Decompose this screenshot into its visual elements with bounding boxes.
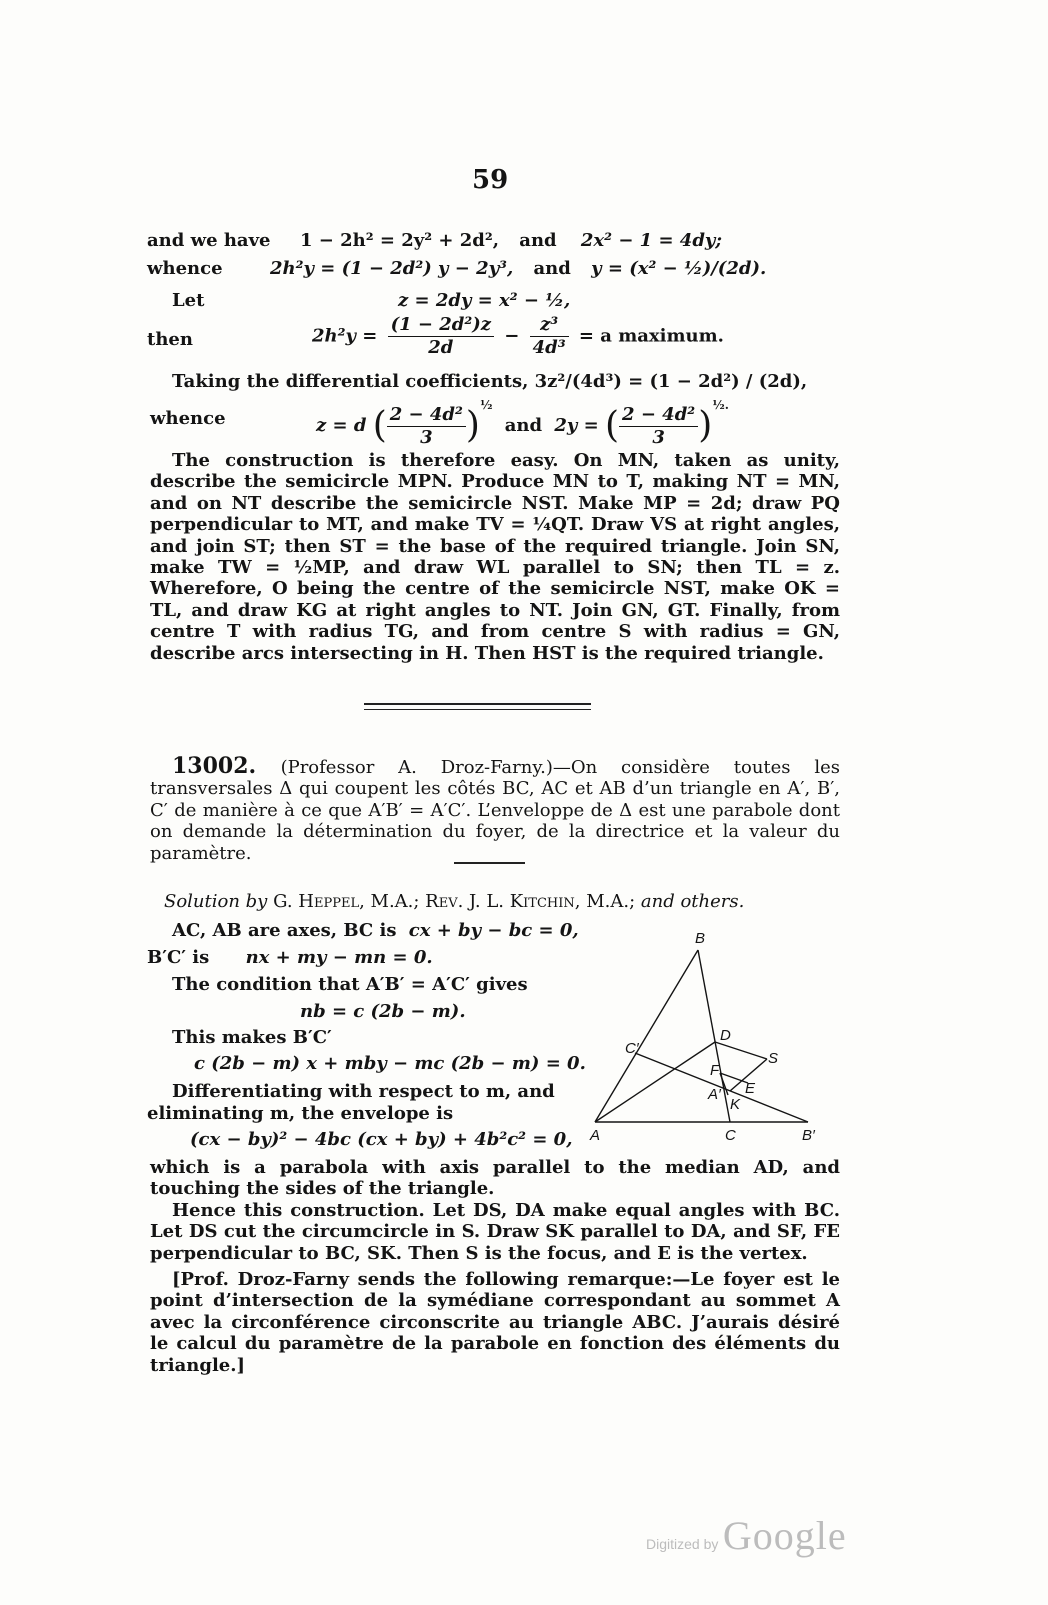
paren-open: ( bbox=[605, 405, 620, 446]
eq-label: then bbox=[147, 329, 193, 350]
digitized-watermark bbox=[646, 1512, 847, 1559]
conjunction: and bbox=[533, 258, 571, 279]
section-divider-bottom bbox=[364, 709, 591, 710]
numerator: z³ bbox=[530, 314, 569, 337]
text: This makes B′C′ bbox=[172, 1027, 332, 1048]
equation-lhs: 2h²y = bbox=[312, 325, 378, 347]
problem-author: (Professor A. Droz-Farny.) bbox=[280, 757, 553, 778]
google-logo: Google bbox=[722, 1513, 847, 1558]
equation-lhs: z = d bbox=[316, 415, 367, 436]
equation: 2x² − 1 = 4dy; bbox=[580, 230, 723, 251]
eq-label: whence bbox=[150, 408, 226, 429]
triangle-figure bbox=[580, 925, 825, 1150]
solution-header bbox=[164, 891, 744, 913]
equation: y = (x² − ½)/(2d). bbox=[591, 258, 767, 279]
label-a: A bbox=[590, 1127, 601, 1144]
solution-paragraph: Hence this construction. Let DS, DA make equal angles with BC. Let DS cut the circumcircle in S. Draw SK parallel to DA, and SF, FE perpendicular to BC, SK. Then S is the focus, and E is the vertex. bbox=[150, 1200, 840, 1264]
text: Taking the differential coefficients, 3z²/(4d³) = (1 − 2d²) / (2d), bbox=[172, 371, 808, 392]
denominator: 2d bbox=[428, 337, 454, 358]
eq-line-3-body bbox=[398, 290, 570, 312]
denominator: 3 bbox=[619, 426, 698, 449]
eq-label: Let bbox=[172, 290, 205, 311]
text: B′C′ is bbox=[147, 947, 210, 968]
problem-text: —On considère toutes les transversales Δ qui coupent les côtés BC, AC et AB d’un triangle en A′, B′, C′ de manière à ce que A′B′ = A′C′. L’enveloppe de Δ est une parabole dont on demande la détermination du foyer, de la directrice et la valeur du paramètre. bbox=[150, 757, 840, 864]
equation: 1 − 2h² = 2y² + 2d², bbox=[300, 230, 499, 251]
label-b: B bbox=[695, 930, 706, 947]
line-ds bbox=[715, 1042, 767, 1059]
solution-line bbox=[147, 1103, 453, 1125]
numerator: 2 − 4d² bbox=[389, 403, 463, 425]
eq-line-4-body bbox=[312, 314, 724, 359]
equation: cx + by − bc = 0, bbox=[408, 920, 579, 941]
conjunction: and bbox=[519, 230, 557, 251]
solution-line bbox=[172, 974, 528, 996]
equation: (cx − by)² − 4bc (cx + by) + 4b²c² = 0, bbox=[190, 1129, 573, 1150]
eq-line-1 bbox=[147, 230, 270, 252]
paren-open: ( bbox=[372, 405, 387, 446]
eq-line-5 bbox=[172, 371, 807, 393]
solution-line bbox=[300, 1001, 466, 1023]
page-number: 59 bbox=[472, 165, 509, 195]
section-divider-top bbox=[364, 703, 591, 705]
eq-line-2 bbox=[147, 258, 223, 280]
label-e: E bbox=[745, 1080, 756, 1097]
fraction bbox=[530, 314, 569, 359]
numerator: 2 − 4d² bbox=[622, 403, 696, 425]
equation-rhs: = a maximum. bbox=[578, 325, 724, 347]
equation-lhs: 2y = bbox=[554, 415, 599, 436]
solution-authors: G. Heppel, M.A.; Rev. J. L. Kitchin, M.A.; bbox=[273, 891, 636, 912]
median-ad bbox=[595, 1042, 715, 1122]
fraction bbox=[387, 404, 466, 449]
eq-line-2-body bbox=[270, 258, 766, 280]
operator: − bbox=[504, 325, 520, 347]
eq-line-4 bbox=[147, 329, 193, 351]
solution-by-label: Solution by bbox=[164, 891, 268, 912]
solution-paragraph: which is a parabola with axis parallel to the median AD, and touching the sides of the triangle. bbox=[150, 1157, 840, 1200]
solution-line bbox=[172, 1081, 555, 1103]
paren-close: ) bbox=[465, 405, 480, 446]
problem-statement bbox=[150, 753, 840, 864]
solution-line bbox=[194, 1053, 586, 1075]
solution-others: and others. bbox=[640, 891, 745, 912]
construction-paragraph: The construction is therefore easy. On MN, taken as unity, describe the semicircle MPN. Produce MN to T, making NT = MN, and on NT describe the semicircle NST. Make MP = 2d; draw PQ perpendicular to MT, and make TV = ¼QT. Draw VS at right angles, and join ST; then ST = the base of the required triangle. Join SN, make TW = ½MP, and draw WL parallel to SN; then TL = z. Wherefore, O being the centre of the semicircle NST, make OK = TL, and draw KG at right angles to NT. Join GN, GT. Finally, from centre T with radius TG, and from centre S with radius = GN, describe arcs intersecting in H. Then HST is the required triangle. bbox=[150, 450, 840, 664]
fraction bbox=[388, 314, 494, 359]
solution-line bbox=[190, 1129, 572, 1151]
equation: nx + my − mn = 0. bbox=[245, 947, 433, 968]
eq-label: and we have bbox=[147, 230, 271, 251]
denominator: 4d³ bbox=[532, 337, 566, 358]
eq-label: whence bbox=[147, 258, 223, 279]
label-c-prime: C′ bbox=[625, 1040, 639, 1057]
denominator: 3 bbox=[387, 426, 466, 449]
label-b-prime: B′ bbox=[802, 1127, 815, 1144]
label-a-prime: A′ bbox=[708, 1086, 721, 1103]
text: Differentiating with respect to m, and bbox=[172, 1081, 555, 1102]
text: eliminating m, the envelope is bbox=[147, 1103, 454, 1124]
problem-number: 13002. bbox=[172, 753, 257, 779]
eq-line-1-body bbox=[300, 230, 722, 252]
label-s: S bbox=[768, 1050, 779, 1067]
solution-line bbox=[147, 947, 433, 969]
label-d: D bbox=[720, 1027, 731, 1044]
solution-line bbox=[172, 1027, 332, 1049]
conjunction: and bbox=[504, 415, 543, 436]
equation: c (2b − m) x + mby − mc (2b − m) = 0. bbox=[194, 1053, 586, 1074]
equation: 2h²y = (1 − 2d²) y − 2y³, bbox=[270, 258, 514, 279]
paren-close: ) bbox=[698, 405, 713, 446]
eq-line-3 bbox=[172, 290, 204, 312]
short-divider bbox=[454, 862, 525, 864]
text: AC, AB are axes, BC is bbox=[172, 920, 397, 941]
solution-line bbox=[172, 920, 579, 942]
numerator: (1 − 2d²)z bbox=[388, 314, 494, 337]
equation: nb = c (2b − m). bbox=[300, 1001, 466, 1022]
text: The condition that A′B′ = A′C′ gives bbox=[172, 974, 528, 995]
fraction bbox=[619, 404, 698, 449]
exponent: ½. bbox=[712, 398, 729, 412]
eq-line-6-body bbox=[316, 394, 729, 449]
label-c: C bbox=[725, 1127, 736, 1144]
transversal bbox=[635, 1053, 808, 1122]
watermark-small: Digitized by bbox=[646, 1536, 719, 1552]
remark-paragraph: [Prof. Droz-Farny sends the following remarque:—Le foyer est le point d’intersection de la symédiane correspondant au sommet A avec la circonférence circonscrite au triangle ABC. J’aurais désiré le calcul du paramètre de la parabole en fonction des éléments du triangle.] bbox=[150, 1269, 840, 1376]
equation: z = 2dy = x² − ½, bbox=[398, 290, 571, 311]
line-fe bbox=[720, 1073, 748, 1083]
exponent: ½ bbox=[479, 398, 493, 412]
label-f: F bbox=[710, 1062, 720, 1079]
label-k: K bbox=[730, 1096, 741, 1113]
eq-line-6 bbox=[150, 408, 226, 430]
side-ab bbox=[595, 950, 698, 1122]
